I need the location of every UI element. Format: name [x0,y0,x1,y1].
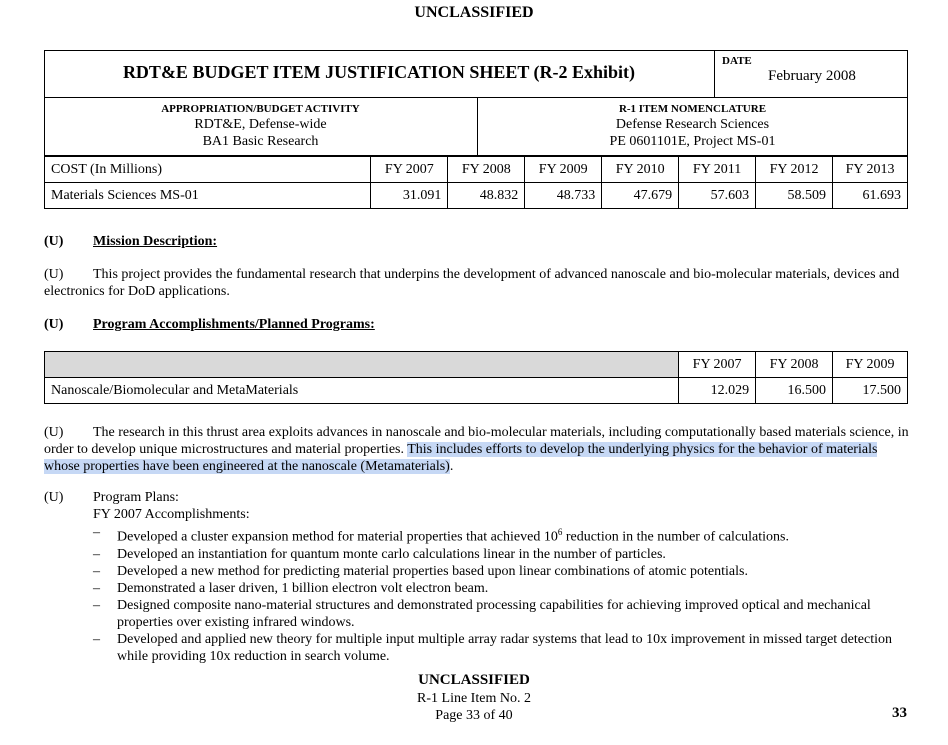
footer-page: Page 33 of 40 [435,708,513,723]
program-table-header-row [45,352,908,378]
cost-year: FY 2010 [602,157,679,183]
appropriation-heading: APPROPRIATION/BUDGET ACTIVITY [161,103,360,115]
item-superscript: 6 [557,527,563,537]
cost-year: FY 2007 [371,157,448,183]
nomenclature-line1: Defense Research Sciences [615,117,770,132]
list-item [93,631,910,665]
program-value: 12.029 [679,378,756,404]
item-text: Demonstrated a laser driven, 1 billion electron volt electron beam. [117,580,489,596]
mission-para-u: (U) [44,267,64,282]
classification-top: UNCLASSIFIED [414,4,534,21]
plans-subheading: FY 2007 Accomplishments: [93,507,250,522]
cost-value: 47.679 [602,183,679,209]
item-text: Designed composite nano-material structures and demonstrated processing capabilities for achieving improved optical and mechanical properties over existing infrared windows. [117,597,871,630]
list-item [93,524,910,546]
cost-year: FY 2012 [756,157,833,183]
program-value: 16.500 [756,378,833,404]
appropriation-line2: BA1 Basic Research [202,134,319,149]
header-divider [44,97,908,98]
page-number: 33 [892,705,907,721]
list-item [93,546,910,563]
research-u: (U) [44,425,64,440]
item-text: reduction in the number of calculations. [562,529,789,545]
cost-table-header-row [45,157,908,183]
appropriation-line1: RDT&E, Defense-wide [194,117,327,132]
bullet-dash: – [93,597,100,613]
program-value: 17.500 [833,378,908,404]
cost-label: COST (In Millions) [45,157,371,183]
cost-value: 61.693 [833,183,908,209]
date-divider [714,50,715,98]
program-heading: Program Accomplishments/Planned Programs: [93,317,375,332]
program-table [44,351,908,404]
program-header-blank [45,352,679,378]
classification-bottom: UNCLASSIFIED [418,672,530,688]
item-text: Developed a new method for predicting material properties based upon linear combinations of atomic potentials. [117,563,748,579]
research-text-end: . [449,459,454,474]
bullet-dash: – [93,580,100,596]
date-value: February 2008 [768,68,856,84]
program-u-marker: (U) [44,317,64,332]
list-item [93,597,910,631]
mission-heading: Mission Description: [93,234,218,249]
bullet-dash: – [93,525,100,540]
nomenclature-heading: R-1 ITEM NOMENCLATURE [618,103,767,115]
plans-u-marker: (U) [44,490,64,505]
mission-u-marker: (U) [44,234,64,249]
document-title: RDT&E BUDGET ITEM JUSTIFICATION SHEET (R-2 Exhibit) [122,62,636,82]
item-text: Developed a cluster expansion method for material properties that achieved 10 [117,529,558,545]
cost-year: FY 2011 [679,157,756,183]
cost-table [44,156,908,209]
accomplishments-list [93,524,910,665]
cost-value: 58.509 [756,183,833,209]
date-label: DATE [722,55,752,67]
item-text: Developed and applied new theory for multiple input multiple array radar systems that lead to 10x improvement in missed target detection while providing 10x reduction in search volume. [117,631,892,664]
footer-line-item: R-1 Line Item No. 2 [417,691,531,706]
program-year: FY 2009 [833,352,908,378]
research-paragraph [44,424,910,475]
cost-row-label: Materials Sciences MS-01 [45,183,371,209]
research-highlighted-text[interactable]: This includes efforts to develop the underlying physics for the behavior of materials whose properties have been engineered at the nanoscale (Metamaterials) [44,442,878,474]
list-item [93,563,910,580]
program-year: FY 2008 [756,352,833,378]
bullet-dash: – [93,546,100,562]
program-row-label: Nanoscale/Biomolecular and MetaMaterials [45,378,679,404]
program-year: FY 2007 [679,352,756,378]
program-table-row [45,378,908,404]
item-text: Developed an instantiation for quantum monte carlo calculations linear in the number of particles. [117,546,666,562]
mission-paragraph [44,266,910,300]
cost-year: FY 2013 [833,157,908,183]
cost-year: FY 2009 [525,157,602,183]
research-text: The research in this thrust area exploits advances in nanoscale and bio-molecular materials, including computationally based materials science, in order to develop unique microstructures and material properties. [44,425,909,457]
nomenclature-line2: PE 0601101E, Project MS-01 [609,134,776,149]
bullet-dash: – [93,631,100,647]
list-item [93,580,910,597]
cost-value: 57.603 [679,183,756,209]
mission-text: This project provides the fundamental research that underpins the development of advanced nanoscale and bio-molecular materials, devices and electronics for DoD applications. [44,267,900,299]
cost-value: 31.091 [371,183,448,209]
cost-table-row [45,183,908,209]
plans-heading: Program Plans: [93,490,179,505]
cost-year: FY 2008 [448,157,525,183]
cost-value: 48.832 [448,183,525,209]
cost-value: 48.733 [525,183,602,209]
bullet-dash: – [93,563,100,579]
